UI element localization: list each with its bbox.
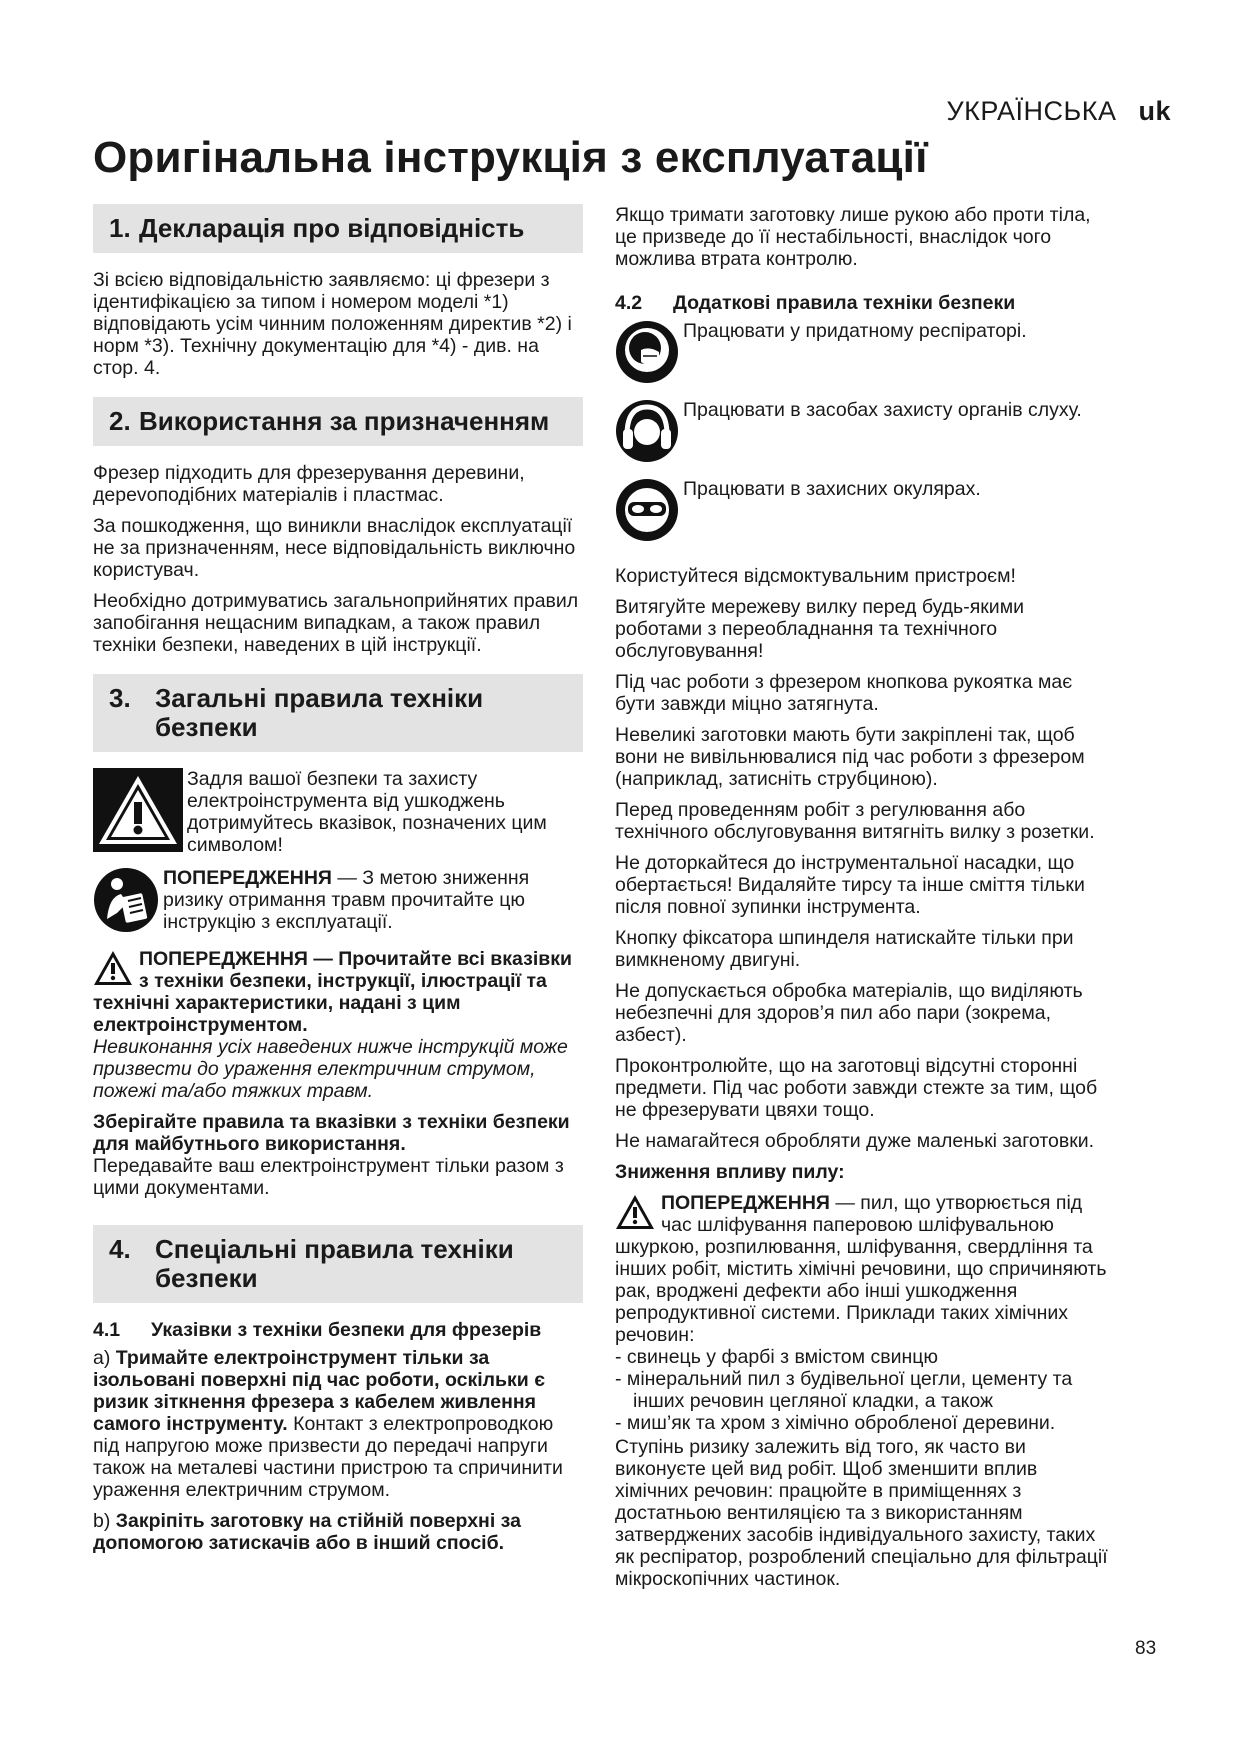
paragraph: Кнопку фіксатора шпинделя натискайте тільки при вимкненому двигуні. xyxy=(615,927,1074,971)
right-column xyxy=(615,204,1115,1599)
paragraph: Необхідно дотримуватись загальноприйнятих правил запобігання нещасним випадкам, а також правил техніки безпеки, наведених в цій інструкції. xyxy=(93,590,579,656)
language-label: УКРАЇНСЬКА xyxy=(946,96,1117,126)
subsection-title: Додаткові правила техніки безпеки xyxy=(673,292,1016,314)
paragraph: Якщо тримати заготовку лише рукою або проти тіла, це призведе до її нестабільності, внаслідок чого можлива втрата контролю. xyxy=(615,204,1091,270)
rule-a xyxy=(93,1347,583,1501)
section-2-heading xyxy=(93,397,583,446)
warning-label: ПОПЕРЕДЖЕННЯ xyxy=(163,867,332,889)
rule-text: Контакт з електропроводкою під напругою може призвести до передачі напруги також на металеві частини пристрою та спричинити ураження електричним струмом. xyxy=(93,1413,563,1501)
language-code: uk xyxy=(1138,96,1171,126)
list-item: - свинець у фарбі з вмістом свинцю xyxy=(615,1346,1115,1368)
list-item: - миш’як та хром з хімічно обробленої деревини. xyxy=(615,1412,1115,1434)
subsection-4-1-heading xyxy=(93,1319,583,1341)
paragraph: Не намагайтеся обробляти дуже маленькі заготовки. xyxy=(615,1130,1095,1152)
rule-prefix: b) xyxy=(93,1510,116,1532)
warning-text: — пил, що утворюється під час шліфування паперовою шліфувальною шкуркою, розпилювання, шліфування, свердління та інших робіт, містить хімічні речовини, що спричиняють рак, вроджені дефекти або інші ушкодження репродуктивної системи. Приклади таких хімічних речовин: xyxy=(615,1192,1107,1346)
section-title: Використання за призначенням xyxy=(139,406,550,436)
paragraph: Користуйтеся відсмоктувальним пристроєм! xyxy=(615,565,1016,587)
section-1-heading xyxy=(93,204,583,253)
goggles-note xyxy=(615,478,1115,547)
subsection-4-2-heading xyxy=(615,292,1115,314)
keep-instructions-bold: Зберігайте правила та вказівки з техніки безпеки для майбутнього використання. xyxy=(93,1111,570,1155)
subsection-number: 4.2 xyxy=(615,292,643,314)
section-4-heading xyxy=(93,1225,583,1303)
paragraph: Не доторкайтеся до інструментальної насадки, що обертається! Видаляйте тирсу та інше сміття тільки після повної зупинки інструмента. xyxy=(615,852,1085,918)
dust-heading: Зниження впливу пилу: xyxy=(615,1161,845,1183)
paragraph: Під час роботи з фрезером кнопкова рукоятка має бути завжди міцно затягнута. xyxy=(615,671,1073,715)
section-title: Спеціальні правила техніки безпеки xyxy=(155,1234,514,1293)
warning-symbol-text: Задля вашої безпеки та захисту електроінструмента від ушкоджень дотримуйтесь вказівок, позначених цим символом! xyxy=(187,768,547,856)
dust-warning xyxy=(615,1192,1115,1346)
rule-bold: Тримайте електроінструмент тільки за ізольовані поверхні під час роботи, оскільки є ризик зіткнення фрезера з кабелем живлення самого інструменту. xyxy=(93,1347,545,1435)
language-header xyxy=(946,96,1171,127)
respirator-text: Працювати у придатному респіраторі. xyxy=(683,320,1027,342)
warning-text: — З метою зниження ризику отримання травм прочитайте цю інструкцію з експлуатації. xyxy=(163,867,530,933)
hearing-protection-icon xyxy=(615,399,679,468)
paragraph: Проконтролюйте, що на заготовці відсутні сторонні предмети. Під час роботи завжди стежте за тим, щоб не фрезерувати цвяхи тощо. xyxy=(615,1055,1098,1121)
warning-triangle-icon xyxy=(93,768,183,857)
goggles-text: Працювати в захисних окулярах. xyxy=(683,478,981,500)
rule-b xyxy=(93,1510,583,1554)
dust-risk-text: Ступінь ризику залежить від того, як часто ви виконуєте цей вид робіт. Щоб зменшити вплив хімічних речовин: працюйте в приміщеннях з достатньою вентиляцією та з використанням затверджених засобів індивідуального захисту, таких як респіратор, розроблений спеціально для фільтрації мікроскопічних частинок. xyxy=(615,1436,1108,1590)
subsection-number: 4.1 xyxy=(93,1319,121,1341)
rule-bold: Закріпіть заготовку на стійній поверхні за допомогою затискачів або в інший спосіб. xyxy=(93,1510,521,1554)
section-number: 2. xyxy=(109,406,131,436)
warning-triangle-icon xyxy=(93,950,133,991)
left-column xyxy=(93,204,583,1563)
warning-triangle-icon xyxy=(615,1194,655,1235)
respirator-note xyxy=(615,320,1115,389)
warning-label: ПОПЕРЕДЖЕННЯ xyxy=(661,1192,830,1214)
read-manual-icon xyxy=(93,867,159,938)
warning-bold-text: ПОПЕРЕДЖЕННЯ — Прочитайте всі вказівки з техніки безпеки, інструкції, ілюстрації та технічні характеристики, надані з цим електроінструментом. xyxy=(93,948,572,1036)
section-title: Загальні правила техніки безпеки xyxy=(155,683,484,742)
paragraph: Перед проведенням робіт з регулювання або технічного обслуговування витягніть вилку з розетки. xyxy=(615,799,1095,843)
keep-instructions-text: Передавайте ваш електроінструмент тільки разом з цими документами. xyxy=(93,1155,564,1199)
section-3-heading xyxy=(93,674,583,752)
hearing-protection-note xyxy=(615,399,1115,468)
page-number: 83 xyxy=(1135,1638,1157,1659)
paragraph: Невеликі заготовки мають бути закріплені так, щоб вони не вивільнювалися під час роботи з фрезером (наприклад, затисніть струбциною). xyxy=(615,724,1085,790)
section-number: 3. xyxy=(109,683,131,713)
list-item: - мінеральний пил з будівельної цегли, цементу та інших речовин цегляної кладки, а також xyxy=(615,1368,1115,1412)
paragraph: Не допускається обробка матеріалів, що виділяють небезпечні для здоров’я пил або пари (зокрема, азбест). xyxy=(615,980,1083,1046)
warning-symbol-note xyxy=(93,768,583,857)
section-number: 1. xyxy=(109,213,131,243)
hearing-protection-text: Працювати в засобах захисту органів слуху. xyxy=(683,399,1082,421)
rule-prefix: a) xyxy=(93,1347,116,1369)
warning-consequence-text: Невиконання усіх наведених нижче інструкцій може призвести до ураження електричним струмом, пожежі та/або тяжких травм. xyxy=(93,1036,568,1102)
read-manual-note xyxy=(93,867,583,938)
section-number: 4. xyxy=(109,1234,131,1264)
page-title: Оригінальна інструкція з експлуатації xyxy=(93,133,928,182)
section-title: Декларація про відповідність xyxy=(139,213,525,243)
subsection-title: Указівки з техніки безпеки для фрезерів xyxy=(151,1319,542,1341)
general-warning xyxy=(93,948,583,1036)
chemicals-list xyxy=(615,1346,1115,1434)
safety-goggles-icon xyxy=(615,478,679,547)
paragraph: Фрезер підходить для фрезерування деревини, дерevоподібних матеріалів і пластмас. xyxy=(93,462,525,506)
declaration-text: Зі всією відповідальністю заявляємо: ці фрезери з ідентифікацією за типом і номером моделі *1) відповідають усім чинним положенням директив *2) і норм *3). Технічну документацію для *4) - див. на стор. 4. xyxy=(93,269,572,379)
paragraph: Витягуйте мережеву вилку перед будь-якими роботами з переобладнання та технічного обслуговування! xyxy=(615,596,1024,662)
paragraph: За пошкодження, що виникли внаслідок експлуатації не за призначенням, несе відповідальність виключно користувач. xyxy=(93,515,576,581)
respirator-icon xyxy=(615,320,679,389)
